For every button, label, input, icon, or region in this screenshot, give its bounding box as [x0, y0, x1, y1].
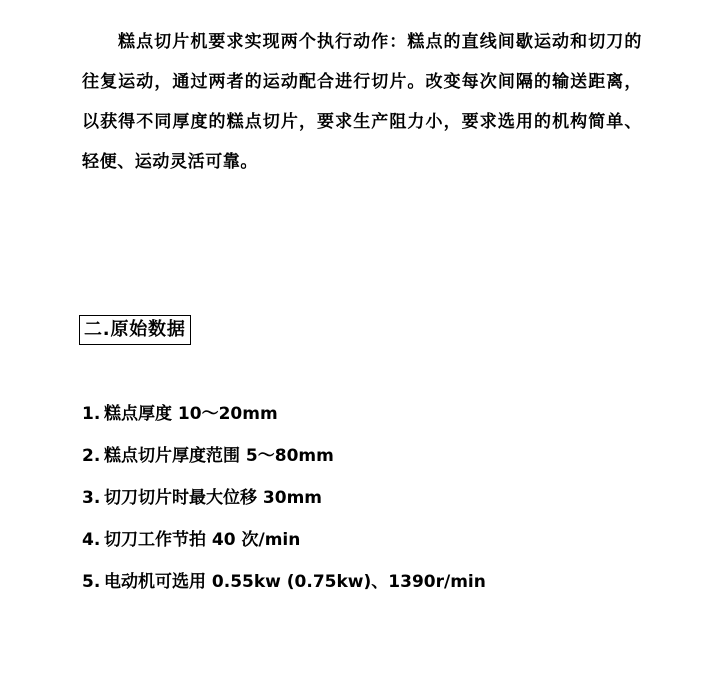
list-item	[82, 477, 486, 519]
list-item-number: 5.	[82, 572, 101, 592]
list-item	[82, 519, 486, 561]
list-item-number: 2.	[82, 446, 101, 466]
list-item-text: 切刀切片时最大位移 30mm	[104, 488, 323, 508]
list-item-text: 糕点切片厚度范围 5～80mm	[104, 446, 334, 466]
list-item-number: 1.	[82, 404, 101, 424]
list-item-text: 电动机可选用 0.55kw (0.75kw)、1390r/min	[104, 572, 486, 592]
list-item	[82, 561, 486, 603]
list-item	[82, 435, 486, 477]
list-item	[82, 393, 486, 435]
list-item-number: 4.	[82, 530, 101, 550]
section-title-raw-data: 二.原始数据	[79, 315, 191, 345]
intro-paragraph: 糕点切片机要求实现两个执行动作：糕点的直线间歇运动和切刀的往复运动，通过两者的运动配合进行切片。改变每次间隔的输送距离，以获得不同厚度的糕点切片，要求生产阻力小，要求选用的机构简单、轻便、运动灵活可靠。	[82, 32, 642, 172]
list-item-text: 糕点厚度 10～20mm	[104, 404, 278, 424]
list-item-text: 切刀工作节拍 40 次/min	[104, 530, 301, 550]
list-item-number: 3.	[82, 488, 101, 508]
raw-data-list	[82, 393, 486, 603]
